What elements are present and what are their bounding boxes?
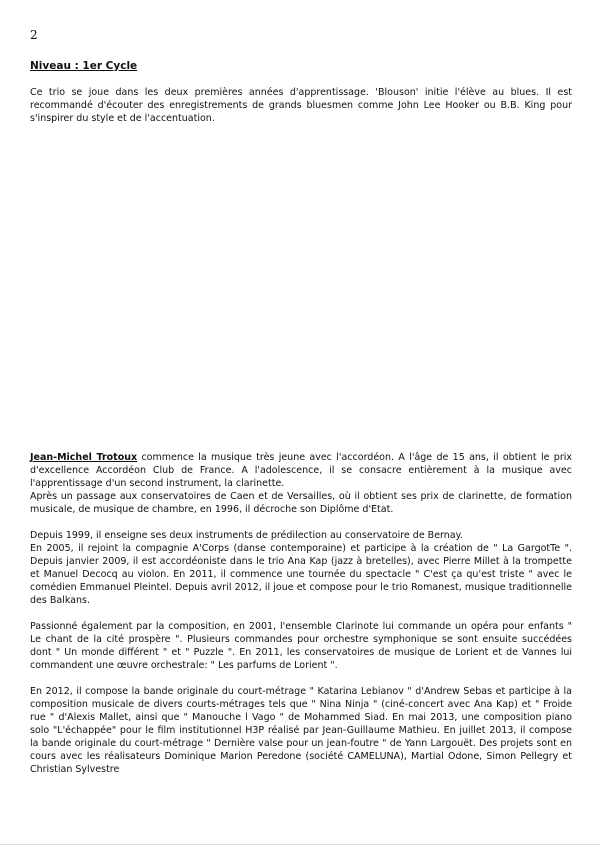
bottom-rule bbox=[0, 844, 600, 845]
composer-name: Jean-Michel Trotoux bbox=[30, 452, 138, 463]
level-heading: Niveau : 1er Cycle bbox=[30, 60, 138, 72]
bio-paragraph-6: En 2012, il compose la bande originale du court-métrage " Katarina Lebianov " d'Andrew Sebas et participe à la composition musicale de divers courts-métrages tels que " Nina Ninja " (ciné-concert avec Ana Kap) et " Froide rue " d'Alexis Mallet, ainsi que " Manouche l Vago " de Mohammed Siad. En mai 2013, une composition piano solo "L'échappée" pour le film institutionnel H3P réalisé par Jean-Guillaume Mathieu. En juillet 2013, il compose la bande originale du court-métrage " Dernière valse pour un jean-foutre " de Yann Largouët. Des projets sont en cours avec les réalisateurs Dominique Marion Peredone (société CAMELUNA), Martial Odone, Simon Pellegry et Christian Sylvestre bbox=[30, 686, 572, 775]
page-number: 2 bbox=[30, 28, 38, 42]
bio-paragraph-1-text: commence la musique très jeune avec l'accordéon. A l'âge de 15 ans, il obtient le prix d'excellence Accordéon Club de France. A l'adolescence, il se consacre entièrement à la musique avec l'apprentissage d'un second instrument, la clarinette. bbox=[30, 452, 572, 489]
bio-paragraph-5: Passionné également par la composition, en 2001, l'ensemble Clarinote lui commande un opéra pour enfants " Le chant de la cité prospère ". Plusieurs commandes pour orchestre symphonique se sont ensuite succédées dont " Un monde différent " et " Puzzle ". En 2011, les conservatoires de musique de Lorient et de Vannes lui commandent une œuvre orchestrale: " Les parfums de Lorient ". bbox=[30, 621, 572, 671]
bio-paragraph-1 bbox=[30, 451, 572, 490]
intro-paragraph: Ce trio se joue dans les deux premières années d'apprentissage. 'Blouson' initie l'élève au blues. Il est recommandé d'écouter des enregistrements de grands bluesmen comme John Lee Hooker ou B.B. King pour s'inspirer du style et de l'accentuation. bbox=[30, 87, 572, 124]
bio-paragraph-2: Après un passage aux conservatoires de Caen et de Versailles, où il obtient ses prix de clarinette, de formation musicale, de musique de chambre, en 1996, il décroche son Diplôme d'Etat. bbox=[30, 491, 572, 515]
bio-paragraph-4: En 2005, il rejoint la compagnie A'Corps (danse contemporaine) et participe à la création de " La GargotTe ". Depuis janvier 2009, il est accordéoniste dans le trio Ana Kap (jazz à bretelles), avec Pierre Millet à la trompette et Manuel Decocq au violon. En 2011, il commence une tournée du spectacle " C'est ça qu'est triste " avec le comédien Emmanuel Pleintel. Depuis avril 2012, il joue et compose pour le trio Romanest, musique traditionnelle des Balkans. bbox=[30, 543, 572, 606]
biography-section bbox=[30, 451, 572, 789]
bio-paragraph-3: Depuis 1999, il enseigne ses deux instruments de prédilection au conservatoire de Bernay. bbox=[30, 530, 463, 541]
